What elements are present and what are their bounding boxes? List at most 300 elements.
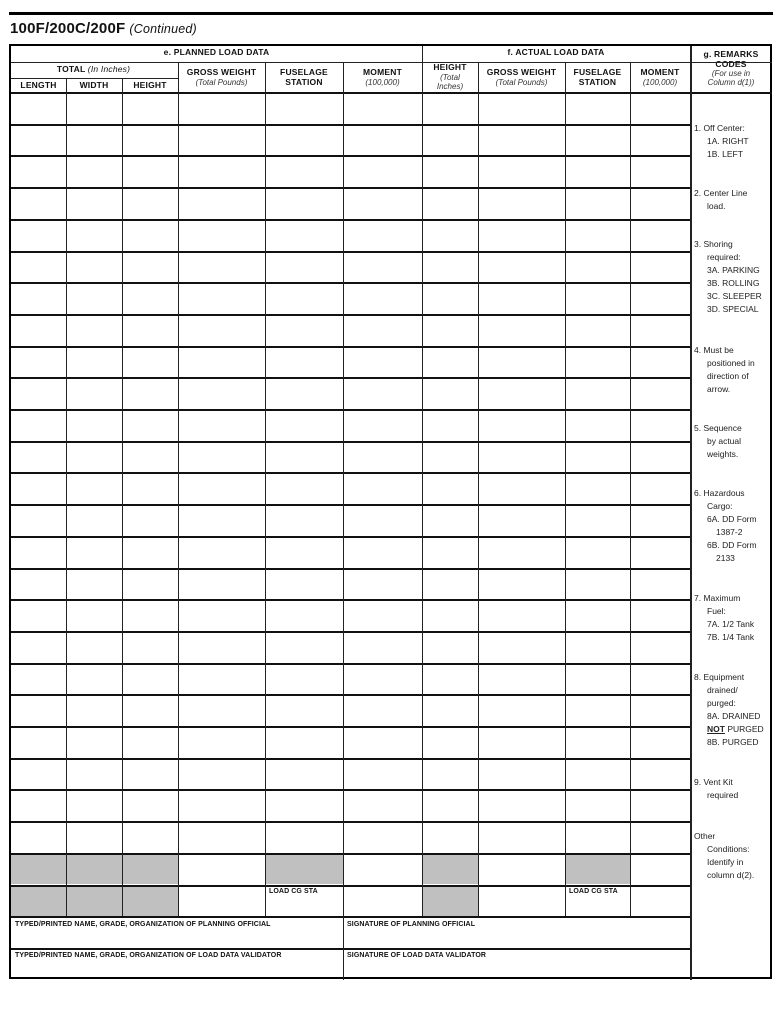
cell-planned-gross-weight[interactable] — [179, 442, 264, 472]
cell-planned-fuselage-station[interactable] — [266, 727, 342, 757]
cell-planned-moment[interactable] — [344, 125, 421, 155]
cell-width[interactable] — [67, 505, 121, 535]
col-header-planned-moment — [343, 68, 422, 87]
cell-actual-gross-weight[interactable] — [479, 125, 564, 155]
cell-height[interactable] — [123, 347, 177, 377]
cell-actual-fuselage-station[interactable] — [566, 600, 629, 630]
cell-length[interactable] — [12, 537, 65, 567]
cell-length[interactable] — [12, 473, 65, 503]
cell-actual-height[interactable] — [423, 537, 477, 567]
cell-actual-gross-weight[interactable] — [479, 410, 564, 440]
cell-length[interactable] — [12, 315, 65, 345]
cell-actual-height[interactable] — [423, 695, 477, 725]
remark-line: 8B. PURGED — [707, 737, 759, 747]
cell-length[interactable] — [12, 600, 65, 630]
cell-planned-moment[interactable] — [344, 252, 421, 282]
cell-length[interactable] — [12, 759, 65, 789]
cell-planned-fuselage-station[interactable] — [266, 505, 342, 535]
cell-height[interactable] — [123, 632, 177, 662]
cell-height[interactable] — [123, 569, 177, 599]
cell-width[interactable] — [67, 790, 121, 820]
cell-height[interactable] — [123, 664, 177, 694]
cell-height[interactable] — [123, 790, 177, 820]
cell-width[interactable] — [67, 93, 121, 123]
cell-planned-gross-weight[interactable] — [179, 283, 264, 313]
cell-length[interactable] — [12, 442, 65, 472]
cell-planned-gross-weight[interactable] — [179, 664, 264, 694]
validator-signature-label: SIGNATURE OF LOAD DATA VALIDATOR — [347, 952, 487, 959]
cell-width[interactable] — [67, 188, 121, 218]
cell-actual-fuselage-station[interactable] — [566, 410, 629, 440]
cell-planned-fuselage-station[interactable] — [266, 220, 342, 250]
cell-actual-height[interactable] — [423, 632, 477, 662]
cell-planned-fuselage-station[interactable] — [266, 347, 342, 377]
validator-signature-field[interactable] — [343, 963, 690, 977]
cell-planned-moment[interactable] — [344, 220, 421, 250]
column-divider — [178, 62, 179, 916]
cell-planned-moment[interactable] — [344, 854, 421, 884]
cell-planned-fuselage-station[interactable] — [266, 442, 342, 472]
cell-height[interactable] — [123, 537, 177, 567]
cell-planned-fuselage-station[interactable] — [266, 93, 342, 123]
cell-actual-height[interactable] — [423, 378, 477, 408]
cell-width[interactable] — [67, 378, 121, 408]
remarks-divider — [690, 46, 692, 980]
actual-fuselage-label: FUSELAGE — [573, 67, 622, 77]
cell-planned-moment[interactable] — [344, 537, 421, 567]
cell-width[interactable] — [67, 759, 121, 789]
cell-actual-height[interactable] — [423, 283, 477, 313]
cell-planned-gross-weight[interactable] — [179, 125, 264, 155]
cell-actual-height[interactable] — [423, 790, 477, 820]
remark-code-3 — [694, 238, 762, 316]
cell-planned-moment[interactable] — [344, 727, 421, 757]
remark-code-7 — [694, 592, 754, 644]
validator-name-field[interactable] — [11, 963, 343, 977]
cell-width[interactable] — [67, 600, 121, 630]
cell-planned-fuselage-station[interactable] — [266, 188, 342, 218]
cell-planned-moment[interactable] — [344, 695, 421, 725]
cell-planned-moment[interactable] — [344, 886, 421, 916]
cell-height[interactable] — [123, 442, 177, 472]
cell-planned-gross-weight[interactable] — [179, 537, 264, 567]
cell-actual-fuselage-station[interactable] — [566, 188, 629, 218]
cell-actual-moment[interactable] — [631, 632, 689, 662]
remark-line: 3A. PARKING — [707, 265, 760, 275]
cell-planned-moment[interactable] — [344, 473, 421, 503]
cell-actual-moment[interactable] — [631, 759, 689, 789]
cell-actual-fuselage-station[interactable] — [566, 473, 629, 503]
cell-actual-moment[interactable] — [631, 505, 689, 535]
cell-planned-fuselage-station[interactable] — [266, 410, 342, 440]
cell-planned-moment[interactable] — [344, 790, 421, 820]
row-divider — [11, 155, 690, 157]
cell-length[interactable] — [12, 569, 65, 599]
cell-planned-gross-weight[interactable] — [179, 93, 264, 123]
cell-height[interactable] — [123, 125, 177, 155]
cell-actual-gross-weight[interactable] — [479, 537, 564, 567]
cell-actual-height[interactable] — [423, 822, 477, 852]
cell-planned-gross-weight[interactable] — [179, 347, 264, 377]
cell-actual-gross-weight[interactable] — [479, 378, 564, 408]
cell-actual-height[interactable] — [423, 93, 477, 123]
cell-planned-moment[interactable] — [344, 347, 421, 377]
planned-gross-weight-sub: (Total Pounds) — [195, 77, 248, 87]
cell-planned-gross-weight[interactable] — [179, 727, 264, 757]
cell-planned-fuselage-station[interactable] — [266, 473, 342, 503]
cell-actual-height[interactable] — [423, 473, 477, 503]
cell-height[interactable] — [123, 473, 177, 503]
cell-planned-moment[interactable] — [344, 600, 421, 630]
cell-actual-moment[interactable] — [631, 569, 689, 599]
cell-actual-height[interactable] — [423, 410, 477, 440]
cell-actual-moment[interactable] — [631, 347, 689, 377]
cell-planned-gross-weight[interactable] — [179, 156, 264, 186]
cell-actual-gross-weight[interactable] — [479, 93, 564, 123]
row-divider — [11, 219, 690, 221]
cell-width[interactable] — [67, 156, 121, 186]
cell-planned-moment[interactable] — [344, 378, 421, 408]
cell-actual-height[interactable] — [423, 156, 477, 186]
cell-actual-gross-weight[interactable] — [479, 220, 564, 250]
section-e-header: e. PLANNED LOAD DATA — [163, 47, 270, 57]
cell-actual-moment[interactable] — [631, 442, 689, 472]
cell-actual-fuselage-station[interactable] — [566, 125, 629, 155]
remarks-label: g. REMARKS — [703, 49, 759, 59]
header-bottom-rule — [11, 92, 772, 94]
row-divider — [11, 124, 690, 126]
cell-planned-moment[interactable] — [344, 283, 421, 313]
cell-length[interactable] — [12, 347, 65, 377]
cell-planned-gross-weight[interactable] — [179, 695, 264, 725]
cell-actual-moment[interactable] — [631, 790, 689, 820]
cell-actual-moment[interactable] — [631, 188, 689, 218]
total-group-header — [11, 65, 176, 77]
cell-length[interactable] — [12, 220, 65, 250]
cell-actual-moment[interactable] — [631, 156, 689, 186]
cell-actual-height[interactable] — [423, 252, 477, 282]
cell-actual-gross-weight[interactable] — [479, 188, 564, 218]
cell-actual-gross-weight[interactable] — [479, 569, 564, 599]
cell-actual-height[interactable] — [423, 664, 477, 694]
cell-actual-moment[interactable] — [631, 410, 689, 440]
cell-planned-fuselage-station[interactable] — [266, 156, 342, 186]
cell-height[interactable] — [123, 252, 177, 282]
cell-width[interactable] — [67, 632, 121, 662]
cell-actual-moment[interactable] — [631, 378, 689, 408]
remark-code-8 — [694, 671, 764, 749]
cell-actual-fuselage-station[interactable] — [566, 537, 629, 567]
remark-line: 2. Center Line — [694, 188, 748, 198]
cell-height[interactable] — [123, 695, 177, 725]
cell-height[interactable] — [123, 378, 177, 408]
cell-planned-moment[interactable] — [344, 315, 421, 345]
cell-planned-gross-weight[interactable] — [179, 473, 264, 503]
cell-planned-moment[interactable] — [344, 505, 421, 535]
cell-actual-moment[interactable] — [631, 252, 689, 282]
cell-actual-height[interactable] — [423, 600, 477, 630]
cell-height[interactable] — [123, 410, 177, 440]
actual-moment-sub: (100,000) — [642, 77, 678, 87]
cell-width[interactable] — [67, 220, 121, 250]
cell-actual-moment[interactable] — [631, 315, 689, 345]
cell-planned-fuselage-station[interactable] — [266, 283, 342, 313]
cell-actual-fuselage-station[interactable] — [566, 315, 629, 345]
cell-width[interactable] — [67, 283, 121, 313]
cell-actual-moment[interactable] — [631, 93, 689, 123]
cell-length[interactable] — [12, 125, 65, 155]
cell-length[interactable] — [12, 727, 65, 757]
cell-planned-fuselage-station[interactable] — [266, 759, 342, 789]
cell-width[interactable] — [67, 473, 121, 503]
remark-line: 1. Off Center: — [694, 123, 745, 133]
cell-actual-fuselage-station[interactable] — [566, 569, 629, 599]
cell-actual-fuselage-station[interactable] — [566, 283, 629, 313]
cell-actual-height[interactable] — [423, 569, 477, 599]
cell-actual-gross-weight[interactable] — [479, 347, 564, 377]
cell-width[interactable] — [67, 315, 121, 345]
total-label: TOTAL — [56, 64, 86, 74]
cell-actual-moment[interactable] — [631, 727, 689, 757]
cell-width[interactable] — [67, 695, 121, 725]
cell-actual-moment[interactable] — [631, 537, 689, 567]
cell-actual-moment[interactable] — [631, 125, 689, 155]
remark-line: 1387-2 — [716, 527, 743, 537]
cell-height[interactable] — [123, 93, 177, 123]
cell-planned-gross-weight[interactable] — [179, 378, 264, 408]
cell-actual-gross-weight[interactable] — [479, 854, 564, 884]
cell-planned-moment[interactable] — [344, 759, 421, 789]
cell-actual-fuselage-station[interactable] — [566, 442, 629, 472]
cell-actual-fuselage-station[interactable] — [566, 822, 629, 852]
planning-official-name-field[interactable] — [11, 932, 343, 958]
cell-width[interactable] — [67, 727, 121, 757]
cell-width[interactable] — [67, 252, 121, 282]
cell-actual-moment[interactable] — [631, 664, 689, 694]
cell-actual-height[interactable] — [423, 315, 477, 345]
cell-actual-gross-weight[interactable] — [479, 664, 564, 694]
cell-actual-fuselage-station[interactable] — [566, 378, 629, 408]
cell-actual-gross-weight[interactable] — [479, 727, 564, 757]
remarks-sub2: Column d(1)) — [707, 78, 755, 87]
cell-actual-moment[interactable] — [631, 695, 689, 725]
cell-height[interactable] — [123, 759, 177, 789]
remark-line: 3B. ROLLING — [707, 278, 760, 288]
cell-planned-gross-weight[interactable] — [179, 188, 264, 218]
cell-actual-moment[interactable] — [631, 854, 689, 884]
cell-actual-fuselage-station[interactable] — [566, 727, 629, 757]
cell-width[interactable] — [67, 569, 121, 599]
cell-width[interactable] — [67, 664, 121, 694]
cell-length[interactable] — [12, 410, 65, 440]
cell-actual-height[interactable] — [423, 188, 477, 218]
cell-height[interactable] — [123, 315, 177, 345]
cell-actual-fuselage-station[interactable] — [566, 93, 629, 123]
cell-planned-gross-weight[interactable] — [179, 220, 264, 250]
cell-planned-fuselage-station[interactable] — [266, 695, 342, 725]
cell-height[interactable] — [123, 220, 177, 250]
cell-actual-moment[interactable] — [631, 600, 689, 630]
col-header-planned-fuselage-station — [265, 68, 343, 87]
cell-width[interactable] — [67, 410, 121, 440]
cell-planned-gross-weight[interactable] — [179, 410, 264, 440]
cell-planned-gross-weight[interactable] — [179, 252, 264, 282]
cell-height[interactable] — [123, 283, 177, 313]
cell-planned-moment[interactable] — [344, 442, 421, 472]
row-divider — [11, 472, 690, 474]
cell-length[interactable] — [12, 790, 65, 820]
shaded-cell — [122, 853, 178, 885]
planned-fuselage-label: FUSELAGE — [280, 67, 328, 77]
shaded-cell — [422, 853, 478, 885]
cell-actual-height[interactable] — [423, 505, 477, 535]
cell-actual-gross-weight[interactable] — [479, 283, 564, 313]
cell-height[interactable] — [123, 822, 177, 852]
cell-planned-gross-weight[interactable] — [179, 569, 264, 599]
cell-length[interactable] — [12, 505, 65, 535]
cell-length[interactable] — [12, 822, 65, 852]
cell-actual-gross-weight[interactable] — [479, 695, 564, 725]
cell-planned-moment[interactable] — [344, 188, 421, 218]
form-number: 100F/200C/200F — [10, 20, 126, 37]
cell-actual-height[interactable] — [423, 727, 477, 757]
cell-length[interactable] — [12, 378, 65, 408]
cell-actual-gross-weight[interactable] — [479, 632, 564, 662]
cell-planned-moment[interactable] — [344, 93, 421, 123]
cell-planned-fuselage-station[interactable] — [266, 569, 342, 599]
cell-planned-fuselage-station[interactable] — [266, 632, 342, 662]
cell-width[interactable] — [67, 442, 121, 472]
cell-actual-fuselage-station[interactable] — [566, 156, 629, 186]
cell-planned-gross-weight[interactable] — [179, 632, 264, 662]
cell-planned-fuselage-station[interactable] — [266, 822, 342, 852]
cell-actual-gross-weight[interactable] — [479, 473, 564, 503]
row-divider — [11, 568, 690, 570]
cell-actual-moment[interactable] — [631, 886, 689, 916]
cell-planned-fuselage-station[interactable] — [266, 790, 342, 820]
cell-actual-fuselage-station[interactable] — [566, 252, 629, 282]
cell-actual-height[interactable] — [423, 759, 477, 789]
cell-actual-gross-weight[interactable] — [479, 790, 564, 820]
validator-name-label: TYPED/PRINTED NAME, GRADE, ORGANIZATION OF LOAD DATA VALIDATOR — [15, 952, 282, 959]
column-divider — [343, 62, 344, 916]
cell-length[interactable] — [12, 156, 65, 186]
planning-official-signature-field[interactable] — [343, 932, 690, 958]
section-f-header: f. ACTUAL LOAD DATA — [507, 47, 605, 57]
cell-planned-fuselage-station[interactable] — [266, 664, 342, 694]
cell-height[interactable] — [123, 505, 177, 535]
cell-actual-height[interactable] — [423, 347, 477, 377]
cell-width[interactable] — [67, 347, 121, 377]
cell-planned-fuselage-station[interactable] — [266, 537, 342, 567]
cell-planned-gross-weight[interactable] — [179, 822, 264, 852]
cell-actual-gross-weight[interactable] — [479, 822, 564, 852]
cell-planned-fuselage-station[interactable] — [266, 600, 342, 630]
cell-planned-moment[interactable] — [344, 664, 421, 694]
cell-length[interactable] — [12, 93, 65, 123]
cell-actual-height[interactable] — [423, 125, 477, 155]
cell-actual-moment[interactable] — [631, 822, 689, 852]
cell-height[interactable] — [123, 727, 177, 757]
cell-actual-moment[interactable] — [631, 283, 689, 313]
cell-actual-fuselage-station[interactable] — [566, 759, 629, 789]
cell-planned-fuselage-station[interactable] — [266, 315, 342, 345]
cell-actual-gross-weight[interactable] — [479, 252, 564, 282]
cell-height[interactable] — [123, 156, 177, 186]
cell-planned-gross-weight[interactable] — [179, 315, 264, 345]
row-divider — [11, 758, 690, 760]
remark-line: required — [707, 790, 739, 800]
cell-actual-gross-weight[interactable] — [479, 156, 564, 186]
cell-actual-height[interactable] — [423, 442, 477, 472]
cell-actual-gross-weight[interactable] — [479, 505, 564, 535]
planned-station-label: STATION — [285, 76, 323, 87]
cell-width[interactable] — [67, 537, 121, 567]
cell-planned-gross-weight[interactable] — [179, 759, 264, 789]
cell-planned-gross-weight[interactable] — [179, 505, 264, 535]
cell-actual-fuselage-station[interactable] — [566, 695, 629, 725]
cell-actual-gross-weight[interactable] — [479, 759, 564, 789]
cell-planned-gross-weight[interactable] — [179, 854, 264, 884]
cell-width[interactable] — [67, 125, 121, 155]
remark-code-10 — [694, 830, 754, 882]
cell-planned-moment[interactable] — [344, 822, 421, 852]
cell-actual-fuselage-station[interactable] — [566, 505, 629, 535]
cell-actual-fuselage-station[interactable] — [566, 790, 629, 820]
cell-actual-moment[interactable] — [631, 473, 689, 503]
cell-length[interactable] — [12, 283, 65, 313]
row-divider — [11, 599, 690, 601]
cell-actual-gross-weight[interactable] — [479, 442, 564, 472]
cell-length[interactable] — [12, 188, 65, 218]
remark-line: Identify in — [707, 857, 744, 867]
cell-actual-gross-weight[interactable] — [479, 886, 564, 916]
cell-length[interactable] — [12, 664, 65, 694]
row-divider — [11, 536, 690, 538]
cell-length[interactable] — [12, 632, 65, 662]
col-header-planned-gross-weight — [178, 68, 265, 87]
cell-length[interactable] — [12, 252, 65, 282]
cell-planned-fuselage-station[interactable] — [266, 125, 342, 155]
cell-planned-fuselage-station[interactable] — [266, 378, 342, 408]
cell-actual-fuselage-station[interactable] — [566, 632, 629, 662]
cell-width[interactable] — [67, 822, 121, 852]
shaded-cell — [66, 853, 122, 885]
cell-planned-fuselage-station[interactable] — [266, 252, 342, 282]
cell-actual-height[interactable] — [423, 220, 477, 250]
cell-actual-gross-weight[interactable] — [479, 600, 564, 630]
cell-planned-moment[interactable] — [344, 632, 421, 662]
cell-planned-gross-weight[interactable] — [179, 886, 264, 916]
cell-planned-moment[interactable] — [344, 156, 421, 186]
remark-line: 7. Maximum — [694, 593, 741, 603]
shaded-cell — [122, 885, 178, 917]
cell-actual-fuselage-station[interactable] — [566, 347, 629, 377]
cell-height[interactable] — [123, 188, 177, 218]
cell-height[interactable] — [123, 600, 177, 630]
cell-planned-moment[interactable] — [344, 410, 421, 440]
cell-planned-moment[interactable] — [344, 569, 421, 599]
cell-planned-gross-weight[interactable] — [179, 790, 264, 820]
cell-actual-fuselage-station[interactable] — [566, 220, 629, 250]
cell-planned-gross-weight[interactable] — [179, 600, 264, 630]
row-divider — [11, 282, 690, 284]
cell-actual-moment[interactable] — [631, 220, 689, 250]
cell-length[interactable] — [12, 695, 65, 725]
cell-actual-gross-weight[interactable] — [479, 315, 564, 345]
remark-code-4 — [694, 344, 755, 396]
cell-actual-fuselage-station[interactable] — [566, 664, 629, 694]
